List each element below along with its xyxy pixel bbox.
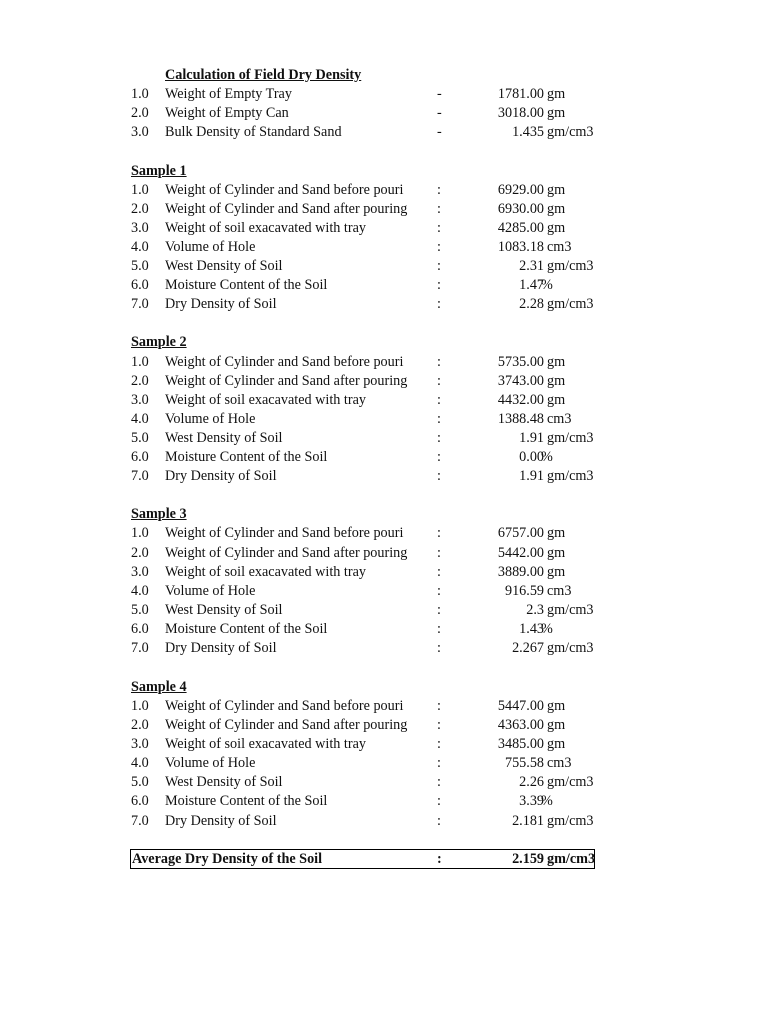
sample-heading-row [0, 678, 768, 697]
row-number: 1.0 [131, 86, 149, 102]
row-label: Weight of soil exacavated with tray [165, 736, 366, 752]
sample-row [0, 448, 768, 467]
row-value: 4363.00 [497, 717, 544, 733]
sample-row [0, 812, 768, 831]
row-number: 6.0 [131, 621, 149, 637]
sample-row [0, 372, 768, 391]
row-separator: : [437, 525, 441, 541]
sample-row [0, 429, 768, 448]
row-number: 7.0 [131, 296, 149, 312]
row-unit: gm/cm3 [547, 813, 594, 829]
row-value: 6929.00 [497, 182, 544, 198]
row-label: Weight of Cylinder and Sand after pouring [165, 545, 408, 561]
row-number: 2.0 [131, 105, 149, 121]
row-label: Moisture Content of the Soil [165, 277, 328, 293]
row-label: Weight of Cylinder and Sand before pouri [165, 698, 404, 714]
row-unit: cm3 [547, 239, 572, 255]
sample-row [0, 735, 768, 754]
row-value: 5735.00 [497, 354, 544, 370]
row-unit: % [541, 449, 553, 465]
row-unit: % [541, 793, 553, 809]
row-value: 0.00 [519, 449, 544, 465]
average-unit: gm/cm3 [547, 851, 596, 867]
row-number: 2.0 [131, 201, 149, 217]
row-separator: : [437, 774, 441, 790]
row-separator: : [437, 736, 441, 752]
row-number: 5.0 [131, 774, 149, 790]
sample-heading-row [0, 505, 768, 524]
row-unit: cm3 [547, 755, 572, 771]
row-label: Weight of Cylinder and Sand before pouri [165, 525, 404, 541]
row-number: 5.0 [131, 258, 149, 274]
row-label: Weight of soil exacavated with tray [165, 392, 366, 408]
row-number: 4.0 [131, 239, 149, 255]
row-label: West Density of Soil [165, 602, 283, 618]
sample-heading-row [0, 162, 768, 181]
row-separator: : [437, 621, 441, 637]
row-label: Weight of soil exacavated with tray [165, 220, 366, 236]
row-label: Weight of Cylinder and Sand after pouring [165, 373, 408, 389]
row-label: Weight of Cylinder and Sand after pouring [165, 201, 408, 217]
row-separator: : [437, 449, 441, 465]
row-value: 1083.18 [497, 239, 544, 255]
row-number: 3.0 [131, 220, 149, 236]
row-separator: : [437, 220, 441, 236]
row-number: 5.0 [131, 430, 149, 446]
row-number: 7.0 [131, 813, 149, 829]
sample-row [0, 639, 768, 658]
sample-row [0, 238, 768, 257]
row-number: 2.0 [131, 717, 149, 733]
row-unit: gm/cm3 [547, 774, 594, 790]
row-separator: : [437, 392, 441, 408]
row-unit: gm [547, 717, 566, 733]
row-number: 6.0 [131, 277, 149, 293]
row-number: 3.0 [131, 564, 149, 580]
row-separator: : [437, 354, 441, 370]
row-number: 1.0 [131, 698, 149, 714]
row-unit: gm/cm3 [547, 640, 594, 656]
sample-row [0, 563, 768, 582]
row-value: 3.39 [519, 793, 544, 809]
row-separator: - [437, 124, 442, 140]
header-row [0, 123, 768, 142]
sample-row [0, 276, 768, 295]
row-number: 3.0 [131, 124, 149, 140]
row-separator: - [437, 86, 442, 102]
row-value: 3743.00 [497, 373, 544, 389]
title-row [0, 66, 768, 85]
row-label: Moisture Content of the Soil [165, 793, 328, 809]
row-label: West Density of Soil [165, 258, 283, 274]
sample-row [0, 754, 768, 773]
document-title: Calculation of Field Dry Density [165, 67, 362, 83]
row-value: 2.3 [526, 602, 544, 618]
sample-row [0, 200, 768, 219]
row-separator: : [437, 602, 441, 618]
row-label: Dry Density of Soil [165, 468, 277, 484]
sample-heading: Sample 3 [131, 506, 187, 522]
row-separator: : [437, 717, 441, 733]
row-number: 6.0 [131, 793, 149, 809]
row-number: 2.0 [131, 373, 149, 389]
row-number: 3.0 [131, 392, 149, 408]
sample-row [0, 620, 768, 639]
row-value: 5442.00 [497, 545, 544, 561]
row-label: Moisture Content of the Soil [165, 449, 328, 465]
row-separator: : [437, 182, 441, 198]
average-label: Average Dry Density of the Soil [132, 851, 323, 867]
row-separator: : [437, 583, 441, 599]
sample-row [0, 410, 768, 429]
row-number: 3.0 [131, 736, 149, 752]
row-unit: gm [547, 105, 566, 121]
average-row [0, 850, 768, 869]
row-unit: gm [547, 564, 566, 580]
row-separator: : [437, 698, 441, 714]
row-label: Weight of Cylinder and Sand before pouri [165, 354, 404, 370]
row-unit: % [541, 277, 553, 293]
row-unit: gm [547, 354, 566, 370]
row-separator: : [437, 258, 441, 274]
row-number: 2.0 [131, 545, 149, 561]
row-label: Weight of Cylinder and Sand before pouri [165, 182, 404, 198]
sample-heading-row [0, 333, 768, 352]
row-value: 1.435 [512, 124, 544, 140]
row-unit: gm [547, 182, 566, 198]
sample-row [0, 219, 768, 238]
row-separator: : [437, 373, 441, 389]
row-value: 2.28 [519, 296, 544, 312]
row-value: 1.47 [519, 277, 544, 293]
row-value: 3485.00 [497, 736, 544, 752]
row-separator: : [437, 296, 441, 312]
row-value: 1388.48 [497, 411, 544, 427]
row-label: Dry Density of Soil [165, 813, 277, 829]
row-separator: : [437, 468, 441, 484]
header-row [0, 104, 768, 123]
row-label: Weight of soil exacavated with tray [165, 564, 366, 580]
row-separator: : [437, 793, 441, 809]
sample-row [0, 295, 768, 314]
row-unit: gm [547, 525, 566, 541]
row-value: 6757.00 [497, 525, 544, 541]
row-label: Dry Density of Soil [165, 296, 277, 312]
row-separator: : [437, 564, 441, 580]
row-label: Weight of Empty Tray [165, 86, 292, 102]
row-unit: cm3 [547, 411, 572, 427]
sample-row [0, 601, 768, 620]
sample-row [0, 467, 768, 486]
row-number: 6.0 [131, 449, 149, 465]
row-unit: gm/cm3 [547, 124, 594, 140]
sample-row [0, 716, 768, 735]
row-number: 4.0 [131, 583, 149, 599]
row-label: West Density of Soil [165, 774, 283, 790]
row-unit: gm [547, 86, 566, 102]
row-unit: gm/cm3 [547, 468, 594, 484]
row-label: Volume of Hole [165, 239, 256, 255]
row-value: 4432.00 [497, 392, 544, 408]
sample-row [0, 773, 768, 792]
row-number: 1.0 [131, 354, 149, 370]
sample-heading: Sample 4 [131, 679, 187, 695]
row-value: 6930.00 [497, 201, 544, 217]
row-value: 916.59 [504, 583, 544, 599]
sample-row [0, 391, 768, 410]
sample-row [0, 257, 768, 276]
row-value: 1.91 [519, 468, 544, 484]
row-unit: gm/cm3 [547, 296, 594, 312]
row-value: 1.91 [519, 430, 544, 446]
row-number: 4.0 [131, 755, 149, 771]
average-value: 2.159 [512, 851, 544, 867]
row-value: 2.26 [519, 774, 544, 790]
row-label: Volume of Hole [165, 583, 256, 599]
sample-row [0, 582, 768, 601]
row-unit: gm [547, 392, 566, 408]
sample-heading: Sample 1 [131, 163, 187, 179]
row-separator: : [437, 277, 441, 293]
row-separator: : [437, 755, 441, 771]
sample-row [0, 524, 768, 543]
row-unit: gm [547, 220, 566, 236]
row-label: Dry Density of Soil [165, 640, 277, 656]
row-separator: : [437, 430, 441, 446]
row-separator: : [437, 239, 441, 255]
row-number: 1.0 [131, 525, 149, 541]
row-unit: gm/cm3 [547, 602, 594, 618]
row-unit: gm [547, 373, 566, 389]
sample-row [0, 353, 768, 372]
row-label: Weight of Cylinder and Sand after pouring [165, 717, 408, 733]
row-separator: : [437, 813, 441, 829]
row-separator: - [437, 105, 442, 121]
row-value: 3018.00 [497, 105, 544, 121]
sample-row [0, 181, 768, 200]
row-value: 4285.00 [497, 220, 544, 236]
sample-row [0, 697, 768, 716]
header-row [0, 85, 768, 104]
row-number: 1.0 [131, 182, 149, 198]
row-unit: gm [547, 736, 566, 752]
row-value: 2.181 [512, 813, 544, 829]
row-value: 3889.00 [497, 564, 544, 580]
sample-row [0, 792, 768, 811]
row-value: 1.43 [519, 621, 544, 637]
row-unit: gm [547, 698, 566, 714]
row-value: 1781.00 [497, 86, 544, 102]
row-separator: : [437, 411, 441, 427]
row-label: Weight of Empty Can [165, 105, 289, 121]
row-label: Volume of Hole [165, 411, 256, 427]
row-label: West Density of Soil [165, 430, 283, 446]
row-value: 755.58 [504, 755, 544, 771]
row-number: 5.0 [131, 602, 149, 618]
sample-heading: Sample 2 [131, 334, 187, 350]
row-number: 4.0 [131, 411, 149, 427]
row-separator: : [437, 545, 441, 561]
row-unit: gm [547, 201, 566, 217]
row-value: 5447.00 [497, 698, 544, 714]
row-separator: : [437, 640, 441, 656]
sample-row [0, 544, 768, 563]
row-label: Moisture Content of the Soil [165, 621, 328, 637]
row-unit: gm/cm3 [547, 430, 594, 446]
row-separator: : [437, 201, 441, 217]
row-unit: gm/cm3 [547, 258, 594, 274]
row-number: 7.0 [131, 640, 149, 656]
row-label: Volume of Hole [165, 755, 256, 771]
row-number: 7.0 [131, 468, 149, 484]
average-separator: : [437, 851, 442, 867]
row-unit: % [541, 621, 553, 637]
row-unit: cm3 [547, 583, 572, 599]
row-value: 2.31 [519, 258, 544, 274]
row-unit: gm [547, 545, 566, 561]
row-label: Bulk Density of Standard Sand [165, 124, 342, 140]
row-value: 2.267 [512, 640, 544, 656]
